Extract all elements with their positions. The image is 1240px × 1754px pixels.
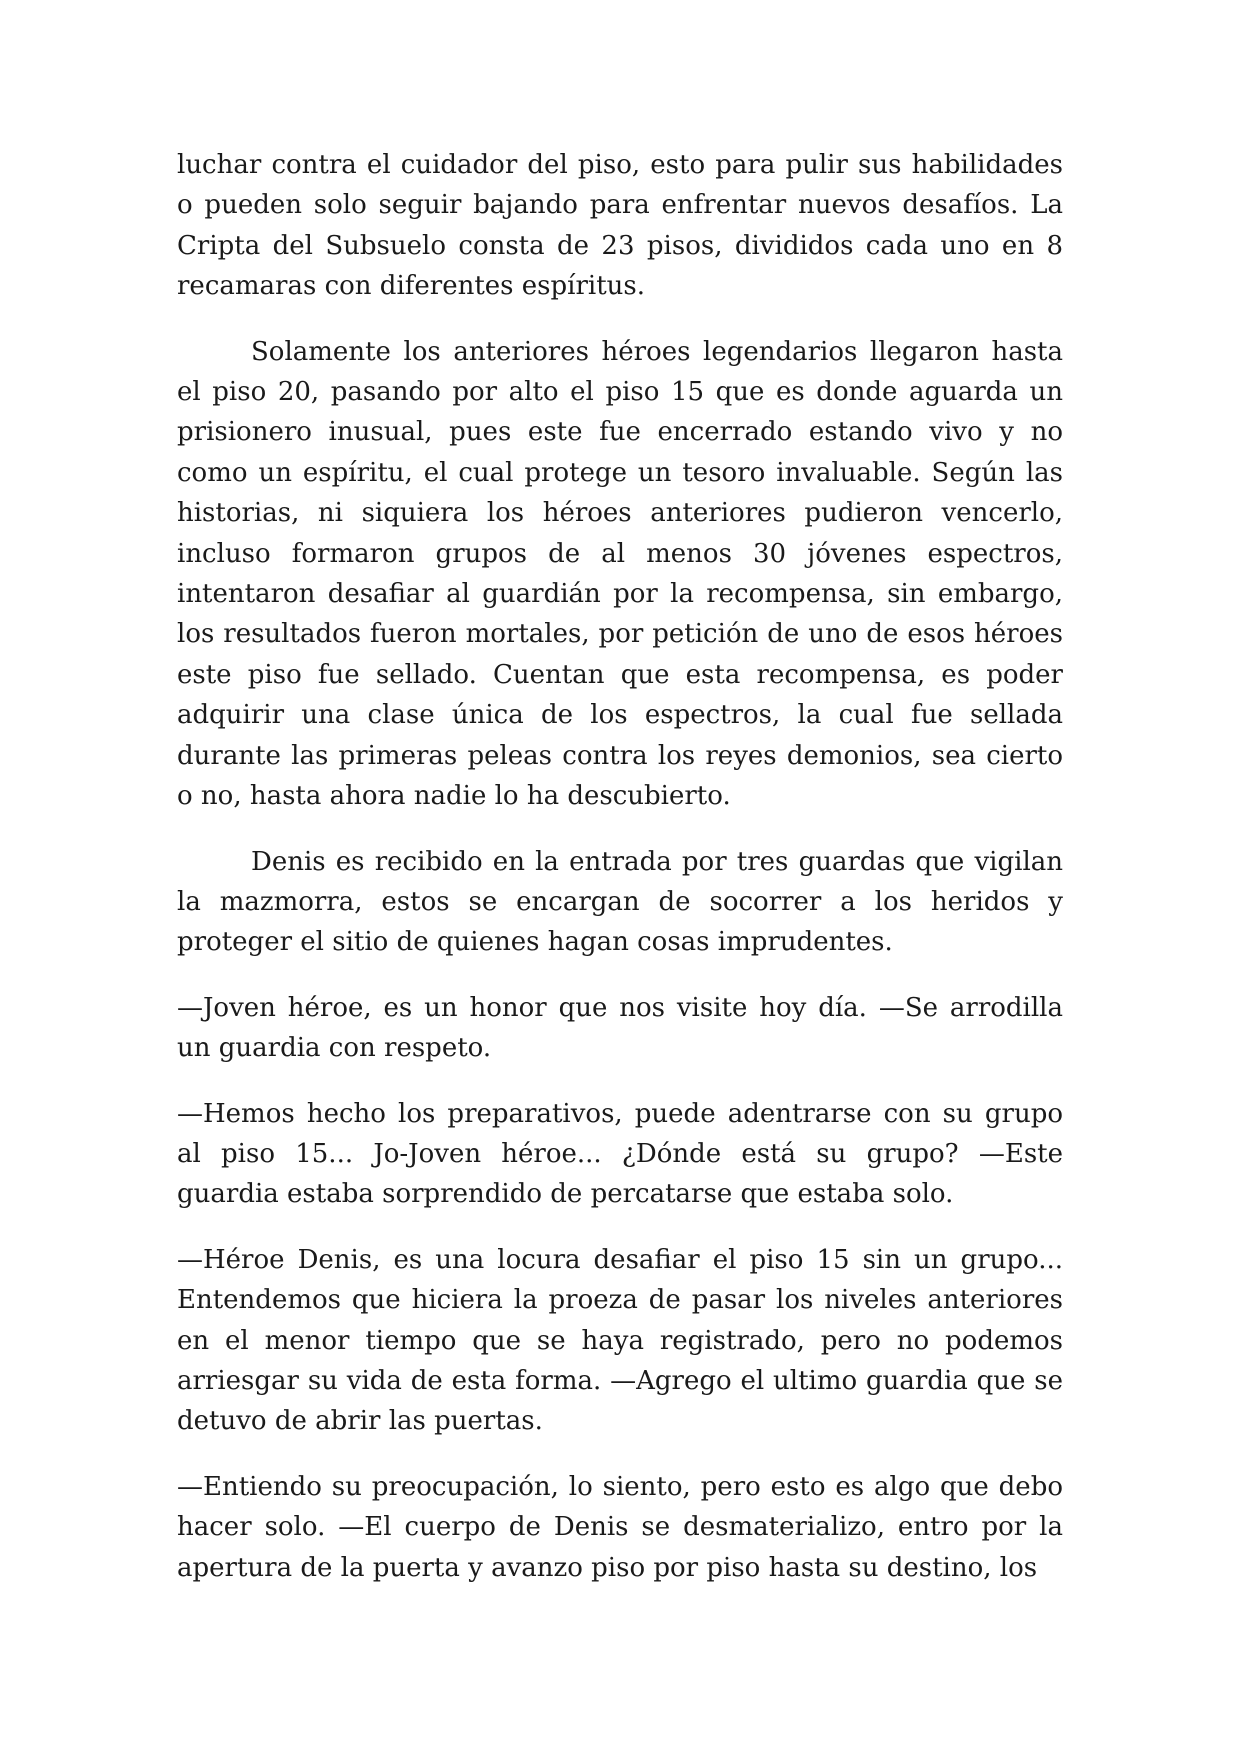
dialogue-paragraph: —Hemos hecho los preparativos, puede adentrarse con su grupo al piso 15... Jo-Joven héroe... ¿Dónde está su grupo? —Este guardia estaba sorprendido de percatarse que estaba solo.	[177, 1098, 1063, 1210]
body-text	[177, 145, 1063, 1613]
dialogue-paragraph: —Joven héroe, es un honor que nos visite hoy día. —Se arrodilla un guardia con respeto.	[177, 992, 1063, 1064]
paragraph: Solamente los anteriores héroes legendarios llegaron hasta el piso 20, pasando por alto el piso 15 que es donde aguarda un prisionero inusual, pues este fue encerrado estando vivo y no como un espíritu, el cual protege un tesoro invaluable. Según las historias, ni siquiera los héroes anteriores pudieron vencerlo, incluso formaron grupos de al menos 30 jóvenes espectros, intentaron desafiar al guardián por la recompensa, sin embargo, los resultados fueron mortales, por petición de uno de esos héroes este piso fue sellado. Cuentan que esta recompensa, es poder adquirir una clase única de los espectros, la cual fue sellada durante las primeras peleas contra los reyes demonios, sea cierto o no, hasta ahora nadie lo ha descubierto.	[177, 336, 1063, 812]
paragraph: Denis es recibido en la entrada por tres guardas que vigilan la mazmorra, estos se encargan de socorrer a los heridos y proteger el sitio de quienes hagan cosas imprudentes.	[177, 846, 1063, 958]
paragraph: luchar contra el cuidador del piso, esto para pulir sus habilidades o pueden solo seguir bajando para enfrentar nuevos desafíos. La Cripta del Subsuelo consta de 23 pisos, divididos cada uno en 8 recamaras con diferentes espíritus.	[177, 150, 1063, 302]
dialogue-paragraph: —Entiendo su preocupación, lo siento, pero esto es algo que debo hacer solo. —El cuerpo de Denis se desmaterializo, entro por la apertura de la puerta y avanzo piso por piso hasta su destino, los	[177, 1471, 1063, 1583]
dialogue-paragraph: —Héroe Denis, es una locura desafiar el piso 15 sin un grupo... Entendemos que hiciera la proeza de pasar los niveles anteriores en el menor tiempo que se haya registrado, pero no podemos arriesgar su vida de esta forma. —Agrego el ultimo guardia que se detuvo de abrir las puertas.	[177, 1244, 1063, 1437]
